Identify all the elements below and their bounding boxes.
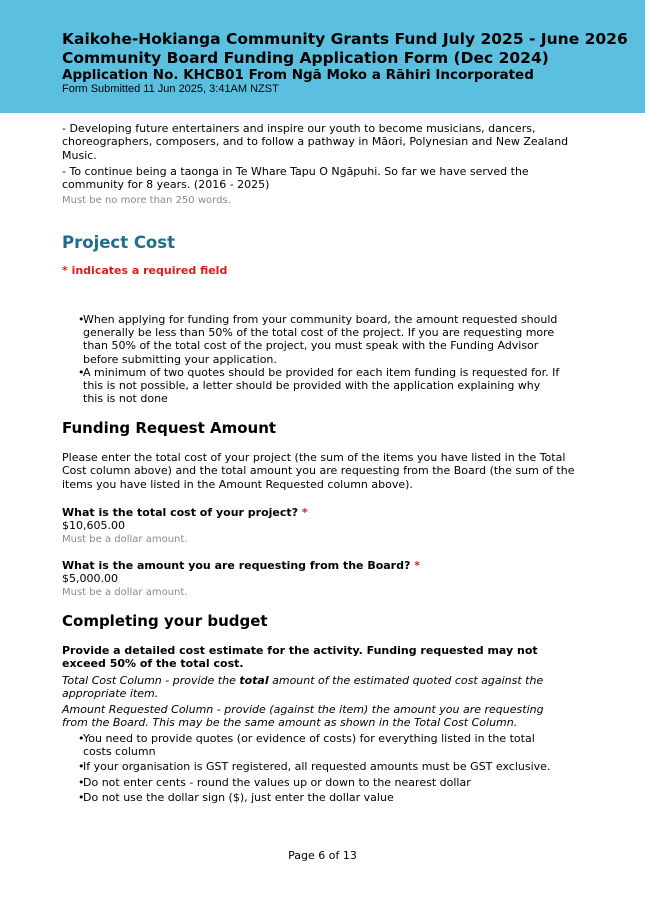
word-limit-hint: Must be no more than 250 words. [62,195,231,207]
answer-line-1: - Developing future entertainers and inspire our youth to become musicians, dancers, choreographers, composers, and to follow a pathway in Māori, Polynesian and New Zealand Music. [62,122,569,162]
required-field-note: * indicates a required field [62,264,228,277]
funding-request-section [62,419,582,437]
requested-amount-question [62,559,582,599]
requested-amount-hint: Must be a dollar amount. [62,586,188,598]
form-title-line1: Kaikohe-Hokianga Community Grants Fund July 2025 - June 2026 [62,30,628,48]
form-header [0,0,645,113]
total-cost-column-note: Total Cost Column - provide the total amount of the estimated quoted cost against the appropriate item. [62,673,544,700]
section-title-budget: Completing your budget [62,612,268,630]
total-cost-hint: Must be a dollar amount. [62,533,188,545]
required-star: * [414,559,420,572]
list-item: • If your organisation is GST registered, all requested amounts must be GST exclusive. [78,760,551,774]
list-item: • A minimum of two quotes should be provided for each item funding is requested for. If this is not possible, a letter should be provided with the application explaining why this is not done [78,365,560,406]
section-title-project-cost: Project Cost [62,233,175,252]
section-title-funding-request: Funding Request Amount [62,419,277,437]
list-item: • You need to provide quotes (or evidence of costs) for everything listed in the total costs column [78,731,535,759]
funding-request-description: Please enter the total cost of your project (the sum of the items you have listed in the Total Cost column above) and the total amount you are requesting from the Board (the sum of the items you have listed in the Amount Requested column above). [62,451,575,491]
total-cost-label: What is the total cost of your project? [62,506,299,519]
page-number: Page 6 of 13 [288,849,357,862]
list-item: • Do not enter cents - round the values up or down to the nearest dollar [78,775,471,789]
amount-requested-column-note: Amount Requested Column - provide (against the item) the amount you are requesting from the Board. This may be the same amount as shown in the Total Cost Column. [62,703,544,730]
total-cost-question [62,506,582,546]
total-cost-value: $10,605.00 [62,519,125,533]
list-item: • Do not use the dollar sign ($), just enter the dollar value [78,790,394,804]
requested-amount-label: What is the amount you are requesting from the Board? [62,559,411,572]
form-title-line2: Community Board Funding Application Form (Dec 2024) [62,49,549,67]
submission-timestamp: Form Submitted 11 Jun 2025, 3:41AM NZST [62,83,279,95]
budget-intro: Provide a detailed cost estimate for the activity. Funding requested may not exceed 50% of the total cost. [62,644,538,671]
budget-section [62,612,582,630]
required-star: * [301,506,308,519]
application-number: Application No. KHCB01 From Ngā Moko a Rāhiri Incorporated [62,67,534,83]
project-cost-section [62,233,582,277]
answer-line-2: - To continue being a taonga in Te Whare Tapu O Ngāpuhi. So far we have served the community for 8 years. (2016 - 2025) [62,164,529,192]
requested-amount-value: $5,000.00 [62,572,118,586]
project-cost-guidance [62,313,562,405]
list-item: • When applying for funding from your community board, the amount requested should generally be less than 50% of the total cost of the project. If you are requesting more than 50% of the total cost of the project, you must speak with the Funding Advisor before submitting your application. [78,313,558,366]
budget-guidance [62,644,572,804]
answer-block [62,122,582,207]
form-title [62,30,632,68]
